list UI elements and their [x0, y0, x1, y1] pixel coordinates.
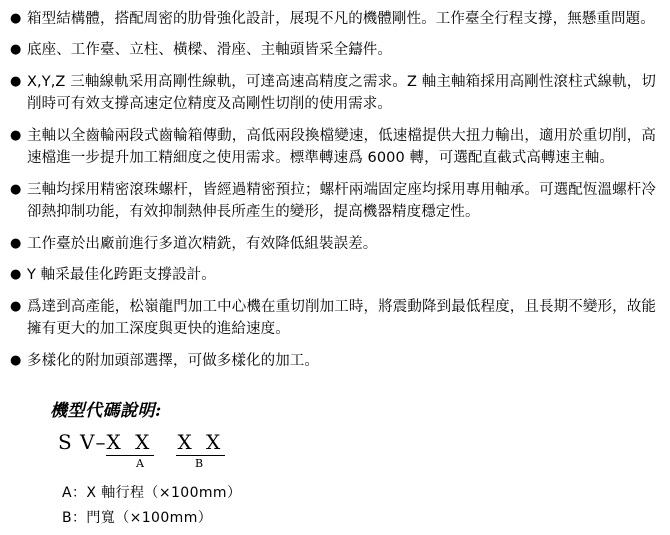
model-code-field-a: X X [106, 430, 154, 455]
bullet-marker-icon: ● [10, 73, 22, 89]
list-item-text: 工作臺於出廠前進行多道次精銑，有效降低組裝誤差。 [27, 235, 378, 252]
model-code-section [10, 396, 656, 530]
list-item-text: X,Y,Z 三軸線軌采用高剛性線軌，可達高速高精度之需求。Z 軸主軸箱採用高剛性滾柱式線軌，切削時可有效支撐高速定位精度及高剛性切削的使用需求。 [27, 73, 656, 113]
list-item [10, 71, 656, 116]
bullet-marker-icon: ● [10, 352, 22, 368]
list-item [10, 125, 656, 170]
list-item [10, 39, 656, 61]
list-item [10, 264, 656, 286]
list-item [10, 296, 656, 341]
bullet-marker-icon: ● [10, 42, 22, 58]
list-item-text: 底座、工作臺、立柱、橫樑、滑座、主軸頭皆采全鑄件。 [27, 42, 392, 59]
bullet-marker-icon: ● [10, 298, 22, 314]
model-code-label-b: B [194, 457, 205, 471]
list-item-text: 箱型結構體，搭配周密的肋骨強化設計，展現不凡的機體剛性。工作臺全行程支撐，無懸重問題。 [27, 11, 655, 27]
list-item-text: 多樣化的附加頭部選擇，可做多樣化的加工。 [27, 352, 319, 369]
model-code-title: 機型代碼說明: [50, 401, 162, 422]
model-code-prefix: S V [58, 430, 96, 455]
model-code-formula [50, 430, 656, 456]
list-item [10, 8, 656, 30]
bullet-marker-icon: ● [10, 267, 22, 283]
bullet-marker-icon: ● [10, 127, 22, 143]
legend-line-b: B：門寬（×100mm） [62, 509, 213, 526]
model-code-legend [50, 481, 656, 530]
list-item [10, 179, 656, 224]
model-code-dash: – [95, 430, 106, 455]
bullet-marker-icon: ● [10, 181, 22, 197]
list-item-text: 爲達到高產能，松嶺龍門加工中心機在重切削加工時，將震動降到最低程度，且長期不變形，故能擁有更大的加工深度與更快的進給速度。 [27, 298, 656, 338]
list-item [10, 233, 656, 255]
model-code-label-a: A [136, 457, 145, 471]
feature-bullet-list [10, 8, 656, 372]
list-item-text: Y 軸采最佳化跨距支撐設計。 [27, 267, 216, 284]
list-item [10, 350, 656, 372]
bullet-marker-icon: ● [10, 235, 22, 251]
list-item-text: 三軸均採用精密滾珠螺杆，皆經過精密預拉；螺杆兩端固定座均採用專用軸承。可選配恆溫螺杆冷卻熱抑制功能，有效抑制熱伸長所產生的變形，提高機器精度穩定性。 [27, 181, 656, 221]
model-code-field-b: X X [177, 430, 225, 455]
list-item-text: 主軸以全齒輪兩段式齒輪箱傳動，高低兩段換檔變速，低速檔提供大扭力輸出，適用於重切削，高速檔進一步提升加工精細度之使用需求。標準轉速爲 6000 轉，可選配直截式高轉速主軸。 [27, 127, 656, 167]
model-code-sublabels [50, 457, 656, 470]
bullet-marker-icon: ● [10, 11, 22, 26]
legend-line-a: A：X 軸行程（×100mm） [62, 485, 242, 502]
